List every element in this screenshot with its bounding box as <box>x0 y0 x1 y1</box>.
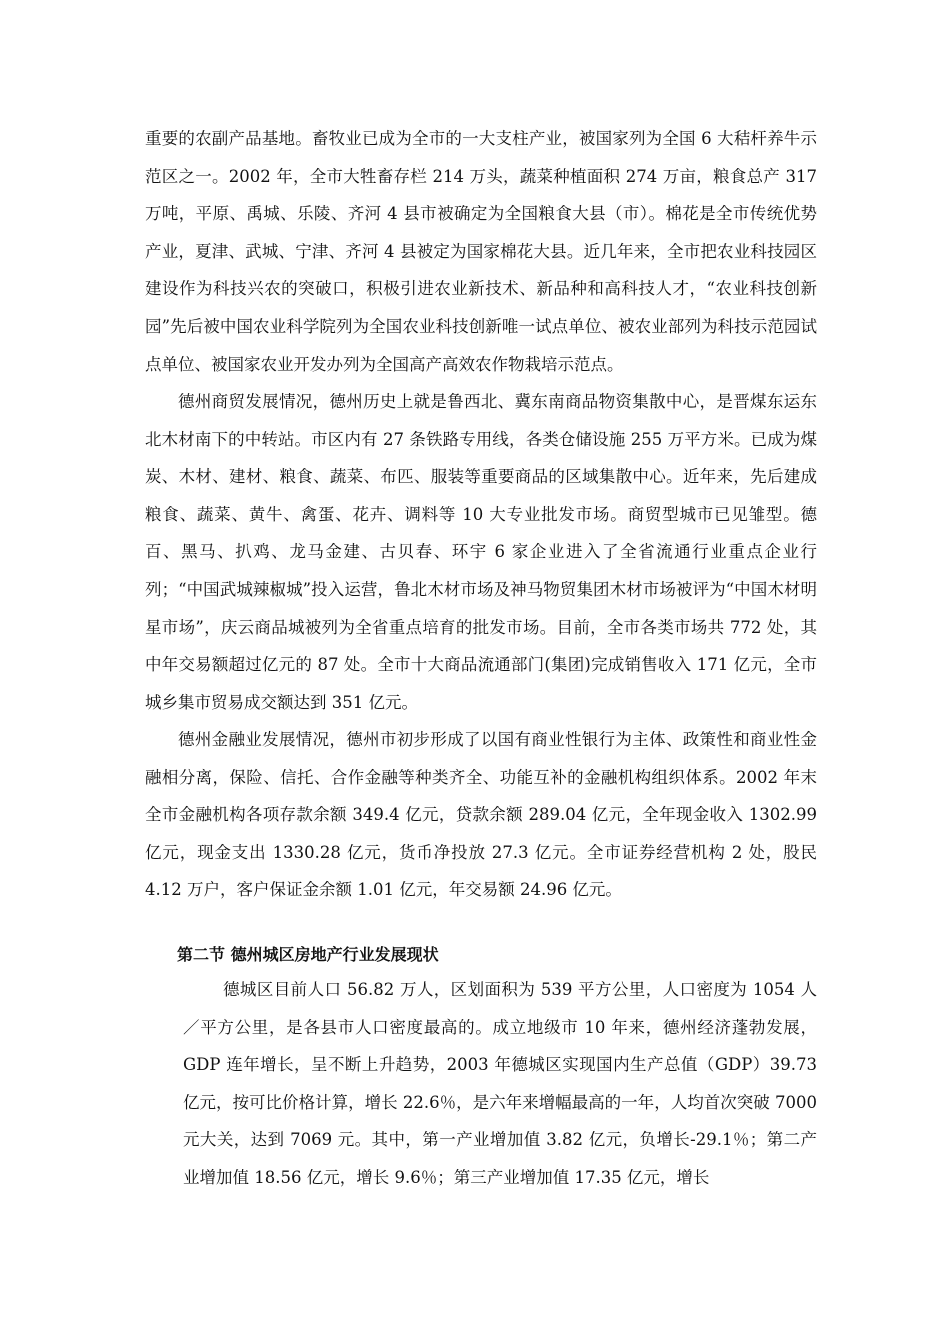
agriculture-paragraph: 重要的农副产品基地。畜牧业已成为全市的一大支柱产业，被国家列为全国 6 大秸杆养牛示范区之一。2002 年，全市大牲畜存栏 214 万头，蔬菜种植面积 274 万亩，粮食总产 317 万吨，平原、禹城、乐陵、齐河 4 县市被确定为全国粮食大县（市）。棉花是全市传统优势产业，夏津、武城、宁津、齐河 4 县被定为国家棉花大县。近几年来，全市把农业科技园区建设作为科技兴农的突破口，积极引进农业新技术、新品种和高科技人才，“农业科技创新园”先后被中国农业科学院列为全国农业科技创新唯一试点单位、被农业部列为科技示范园试点单位、被国家农业开发办列为全国高产高效农作物栽培示范点。 <box>145 129 817 374</box>
finance-paragraph: 德州金融业发展情况，德州市初步形成了以国有商业性银行为主体、政策性和商业性金融相分离，保险、信托、合作金融等种类齐全、功能互补的金融机构组织体系。2002 年末全市金融机构各项存款余额 349.4 亿元，贷款余额 289.04 亿元，全年现金收入 1302.99 亿元，现金支出 1330.28 亿元，货币净投放 27.3 亿元。全市证券经营机构 2 处，股民 4.12 万户，客户保证金余额 1.01 亿元，年交易额 24.96 亿元。 <box>145 730 817 900</box>
finance-paragraph-block <box>145 721 817 909</box>
agriculture-paragraph-block <box>145 120 817 383</box>
section-paragraph: 德城区目前人口 56.82 万人，区划面积为 539 平方公里，人口密度为 1054 人／平方公里，是各县市人口密度最高的。成立地级市 10 年来，德州经济蓬勃发展，GDP 连年增长，呈不断上升趋势，2003 年德城区实现国内生产总值（GDP）39.73 亿元，按可比价格计算，增长 22.6％，是六年来增幅最高的一年，人均首次突破 7000 元大关，达到 7069 元。其中，第一产业增加值 3.82 亿元，负增长-29.1％；第二产业增加值 18.56 亿元，增长 9.6％；第三产业增加值 17.35 亿元，增长 <box>183 980 817 1187</box>
commerce-paragraph-block <box>145 383 817 721</box>
section-heading: 第二节 德州城区房地产行业发展现状 <box>177 945 439 964</box>
commerce-paragraph: 德州商贸发展情况，德州历史上就是鲁西北、冀东南商品物资集散中心，是晋煤东运东北木材南下的中转站。市区内有 27 条铁路专用线，各类仓储设施 255 万平方米。已成为煤炭、木材、建材、粮食、蔬菜、布匹、服装等重要商品的区域集散中心。近年来，先后建成粮食、蔬菜、黄牛、禽蛋、花卉、调料等 10 大专业批发市场。商贸型城市已见雏型。德百、黑马、扒鸡、龙马金建、古贝春、环宇 6 家企业进入了全省流通行业重点企业行列；“中国武城辣椒城”投入运营，鲁北木材市场及神马物贸集团木材市场被评为“中国木材明星市场”，庆云商品城被列为全省重点培育的批发市场。目前，全市各类市场共 772 处，其中年交易额超过亿元的 87 处。全市十大商品流通部门(集团)完成销售收入 171 亿元，全市城乡集市贸易成交额达到 351 亿元。 <box>145 392 817 712</box>
section-paragraph-block <box>183 971 817 1197</box>
